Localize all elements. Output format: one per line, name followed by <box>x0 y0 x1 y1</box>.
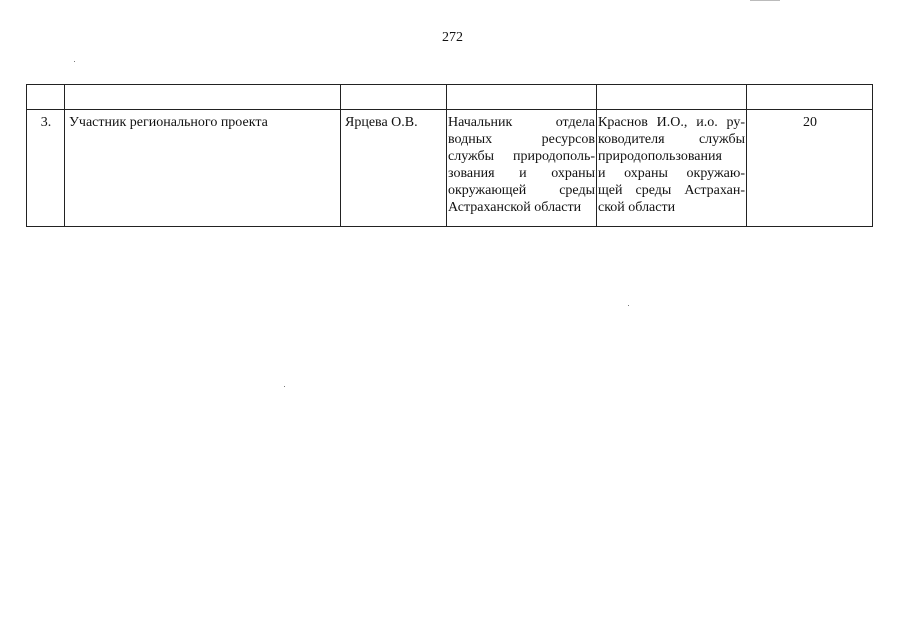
position-line: зования и охраны <box>448 166 595 181</box>
participant-position <box>447 110 597 227</box>
table-header-row <box>27 85 873 110</box>
position-line: окружающей среды <box>448 183 595 198</box>
supervisor-line: ской области <box>598 200 676 215</box>
scan-artifact-top <box>750 0 780 1</box>
scan-speck <box>74 61 75 62</box>
row-number: 3. <box>27 110 65 227</box>
header-cell-position <box>447 85 597 110</box>
scan-speck <box>628 305 629 306</box>
scan-speck <box>284 386 285 387</box>
supervisor-line: ководителя службы <box>598 132 745 147</box>
header-cell-name <box>341 85 447 110</box>
page-number: 272 <box>442 30 463 45</box>
supervisor-line: и охраны окружаю- <box>598 166 745 181</box>
header-cell-role <box>65 85 341 110</box>
header-cell-score <box>747 85 873 110</box>
participant-name: Ярцева О.В. <box>341 110 447 227</box>
header-cell-number <box>27 85 65 110</box>
position-line: Начальник отдела <box>448 115 595 130</box>
header-cell-supervisor <box>597 85 747 110</box>
table-row <box>27 110 873 227</box>
supervisor-line: Краснов И.О., и.о. ру- <box>598 115 745 130</box>
position-line: Астраханской области <box>448 200 582 215</box>
position-line: водных ресурсов <box>448 132 595 147</box>
participants-table <box>26 84 873 227</box>
supervisor-line: щей среды Астрахан- <box>598 183 745 198</box>
participant-role: Участник регионального проекта <box>65 110 341 227</box>
position-line: службы природополь- <box>448 149 595 164</box>
participation-score: 20 <box>747 110 873 227</box>
participant-supervisor <box>597 110 747 227</box>
supervisor-line: природопользования <box>598 149 722 164</box>
